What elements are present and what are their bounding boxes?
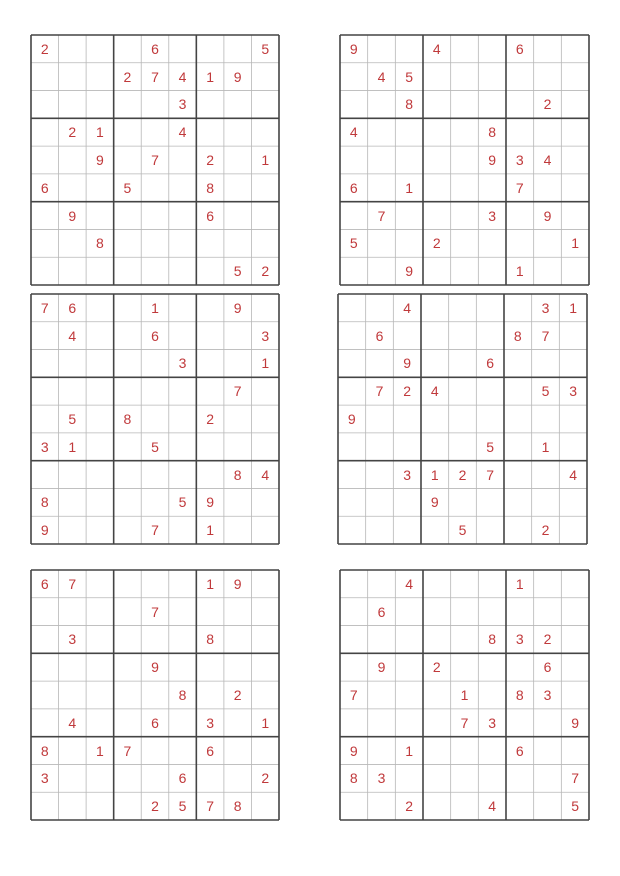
sudoku-given-digit: 8 — [349, 770, 358, 787]
sudoku-given-digit: 8 — [123, 410, 132, 427]
sudoku-given-digit: 9 — [68, 207, 77, 224]
sudoku-given-digit: 8 — [513, 327, 522, 344]
sudoku-given-digit: 4 — [432, 40, 441, 57]
sudoku-given-digit: 8 — [40, 494, 49, 511]
sudoku-given-digit: 7 — [460, 714, 469, 731]
sudoku-given-digit: 7 — [571, 770, 580, 787]
sudoku-given-digit: 9 — [347, 410, 356, 427]
sudoku-given-digit: 2 — [405, 798, 414, 815]
sudoku-given-digit: 8 — [178, 686, 187, 703]
sudoku-given-digit: 8 — [515, 686, 524, 703]
sudoku-given-digit: 9 — [430, 494, 439, 511]
sudoku-given-digit: 6 — [178, 770, 187, 787]
sudoku-given-digit: 2 — [68, 124, 77, 141]
sudoku-given-digit: 3 — [569, 383, 578, 400]
sudoku-given-digit: 1 — [405, 179, 414, 196]
sudoku-given-digit: 3 — [377, 770, 386, 787]
sudoku-given-digit: 5 — [486, 438, 495, 455]
sudoku-given-digit: 2 — [206, 151, 214, 168]
sudoku-given-digit: 2 — [541, 522, 550, 539]
sudoku-given-digit: 7 — [151, 522, 159, 539]
sudoku-given-digit: 7 — [151, 68, 159, 85]
sudoku-given-digit: 1 — [405, 742, 414, 759]
sudoku-given-digit: 9 — [571, 714, 580, 731]
sudoku-given-digit: 7 — [123, 742, 132, 759]
sudoku-given-digit: 1 — [68, 438, 77, 455]
sudoku-given-digit: 3 — [206, 714, 214, 731]
sudoku-given-digit: 7 — [541, 327, 550, 344]
sudoku-given-digit: 3 — [515, 631, 524, 648]
sudoku-given-digit: 3 — [40, 770, 49, 787]
sudoku-given-digit: 6 — [515, 40, 524, 57]
sudoku-grid-4 — [338, 294, 587, 544]
sudoku-given-digit: 4 — [261, 466, 270, 483]
sudoku-given-digit: 5 — [233, 263, 242, 280]
sudoku-given-digit: 4 — [405, 575, 414, 592]
sudoku-given-digit: 3 — [541, 299, 550, 316]
sudoku-given-digit: 1 — [569, 299, 578, 316]
sudoku-given-digit: 6 — [206, 742, 214, 759]
sudoku-given-digit: 2 — [261, 263, 270, 280]
sudoku-given-digit: 9 — [206, 494, 214, 511]
sudoku-given-digit: 6 — [151, 327, 159, 344]
sudoku-given-digit: 1 — [206, 575, 214, 592]
sudoku-given-digit: 4 — [178, 68, 187, 85]
sudoku-given-digit: 6 — [40, 575, 49, 592]
sudoku-given-digit: 7 — [68, 575, 77, 592]
sudoku-given-digit: 7 — [486, 466, 495, 483]
sudoku-given-digit: 3 — [515, 151, 524, 168]
sudoku-given-digit: 3 — [403, 466, 412, 483]
sudoku-given-digit: 5 — [178, 494, 187, 511]
sudoku-given-digit: 5 — [349, 235, 358, 252]
sudoku-given-digit: 3 — [178, 96, 187, 113]
sudoku-given-digit: 3 — [68, 631, 77, 648]
sudoku-given-digit: 2 — [458, 466, 467, 483]
sudoku-given-digit: 2 — [261, 770, 270, 787]
sudoku-given-digit: 5 — [68, 410, 77, 427]
sudoku-given-digit: 6 — [40, 179, 49, 196]
sudoku-given-digit: 4 — [377, 68, 386, 85]
sudoku-given-digit: 4 — [178, 124, 187, 141]
sudoku-given-digit: 1 — [206, 522, 214, 539]
sudoku-given-digit: 9 — [377, 659, 386, 676]
sudoku-given-digit: 8 — [488, 631, 497, 648]
sudoku-given-digit: 4 — [68, 327, 77, 344]
sudoku-given-digit: 9 — [349, 40, 358, 57]
sudoku-given-digit: 4 — [68, 714, 77, 731]
sudoku-given-digit: 9 — [40, 522, 49, 539]
sudoku-given-digit: 6 — [375, 327, 384, 344]
sudoku-given-digit: 9 — [95, 151, 104, 168]
sudoku-given-digit: 6 — [515, 742, 524, 759]
sudoku-given-digit: 3 — [543, 686, 552, 703]
sudoku-given-digit: 8 — [233, 466, 242, 483]
sudoku-given-digit: 6 — [543, 659, 552, 676]
sudoku-given-digit: 6 — [151, 40, 159, 57]
sudoku-grid-1 — [31, 35, 279, 285]
sudoku-given-digit: 1 — [515, 263, 524, 280]
sudoku-given-digit: 2 — [432, 659, 441, 676]
sudoku-given-digit: 3 — [178, 355, 187, 372]
sudoku-given-digit: 4 — [349, 124, 358, 141]
sudoku-given-digit: 6 — [151, 714, 159, 731]
sudoku-given-digit: 2 — [151, 798, 159, 815]
sudoku-given-digit: 9 — [403, 355, 412, 372]
sudoku-given-digit: 9 — [233, 68, 242, 85]
sudoku-given-digit: 5 — [261, 40, 270, 57]
sudoku-given-digit: 1 — [261, 714, 270, 731]
sudoku-given-digit: 8 — [233, 798, 242, 815]
sudoku-given-digit: 5 — [123, 179, 132, 196]
sudoku-given-digit: 6 — [68, 299, 77, 316]
sudoku-given-digit: 5 — [571, 798, 580, 815]
sudoku-given-digit: 5 — [541, 383, 550, 400]
sudoku-given-digit: 4 — [403, 299, 412, 316]
sudoku-given-digit: 6 — [377, 603, 386, 620]
sudoku-given-digit: 8 — [206, 631, 214, 648]
sudoku-given-digit: 2 — [123, 68, 132, 85]
sudoku-given-digit: 3 — [488, 714, 497, 731]
sudoku-given-digit: 9 — [488, 151, 497, 168]
sudoku-given-digit: 4 — [543, 151, 552, 168]
sudoku-given-digit: 3 — [40, 438, 49, 455]
sudoku-given-digit: 3 — [261, 327, 270, 344]
sudoku-given-digit: 7 — [206, 798, 214, 815]
sudoku-given-digit: 1 — [95, 124, 104, 141]
sudoku-given-digit: 7 — [377, 207, 386, 224]
sudoku-given-digit: 4 — [488, 798, 497, 815]
sudoku-given-digit: 8 — [206, 179, 214, 196]
sudoku-given-digit: 4 — [569, 466, 578, 483]
sudoku-given-digit: 8 — [95, 235, 104, 252]
sudoku-given-digit: 2 — [432, 235, 441, 252]
sudoku-given-digit: 5 — [178, 798, 187, 815]
sudoku-given-digit: 7 — [349, 686, 358, 703]
sudoku-given-digit: 1 — [430, 466, 439, 483]
sudoku-given-digit: 2 — [206, 410, 214, 427]
sudoku-given-digit: 1 — [541, 438, 550, 455]
sudoku-given-digit: 7 — [151, 151, 159, 168]
sudoku-given-digit: 7 — [515, 179, 524, 196]
sudoku-grid-2 — [340, 35, 589, 285]
sudoku-given-digit: 2 — [40, 40, 49, 57]
sudoku-given-digit: 7 — [151, 603, 159, 620]
sudoku-grid-3 — [31, 294, 279, 544]
sudoku-given-digit: 9 — [349, 742, 358, 759]
sudoku-given-digit: 3 — [488, 207, 497, 224]
sudoku-given-digit: 8 — [405, 96, 414, 113]
sudoku-given-digit: 1 — [261, 355, 270, 372]
sudoku-given-digit: 7 — [40, 299, 49, 316]
sudoku-given-digit: 2 — [543, 96, 552, 113]
sudoku-given-digit: 1 — [95, 742, 104, 759]
sudoku-given-digit: 5 — [405, 68, 414, 85]
sudoku-given-digit: 9 — [405, 263, 414, 280]
sudoku-given-digit: 1 — [206, 68, 214, 85]
sudoku-given-digit: 8 — [40, 742, 49, 759]
sudoku-given-digit: 2 — [233, 686, 242, 703]
sudoku-given-digit: 1 — [151, 299, 159, 316]
sudoku-grid-6 — [340, 570, 589, 820]
sudoku-given-digit: 2 — [403, 383, 412, 400]
sudoku-given-digit: 1 — [261, 151, 270, 168]
sudoku-given-digit: 9 — [151, 659, 159, 676]
sudoku-given-digit: 9 — [233, 299, 242, 316]
sudoku-given-digit: 1 — [571, 235, 580, 252]
sudoku-given-digit: 8 — [488, 124, 497, 141]
sudoku-given-digit: 9 — [543, 207, 552, 224]
sudoku-given-digit: 6 — [206, 207, 214, 224]
sudoku-grid-5 — [31, 570, 279, 820]
sudoku-given-digit: 4 — [430, 383, 439, 400]
sudoku-given-digit: 2 — [543, 631, 552, 648]
sudoku-given-digit: 6 — [349, 179, 358, 196]
sudoku-given-digit: 1 — [460, 686, 469, 703]
sudoku-given-digit: 6 — [486, 355, 495, 372]
sudoku-given-digit: 7 — [233, 383, 242, 400]
sudoku-given-digit: 5 — [151, 438, 159, 455]
sudoku-given-digit: 9 — [233, 575, 242, 592]
sudoku-given-digit: 7 — [375, 383, 384, 400]
sudoku-given-digit: 1 — [515, 575, 524, 592]
sudoku-given-digit: 5 — [458, 522, 467, 539]
